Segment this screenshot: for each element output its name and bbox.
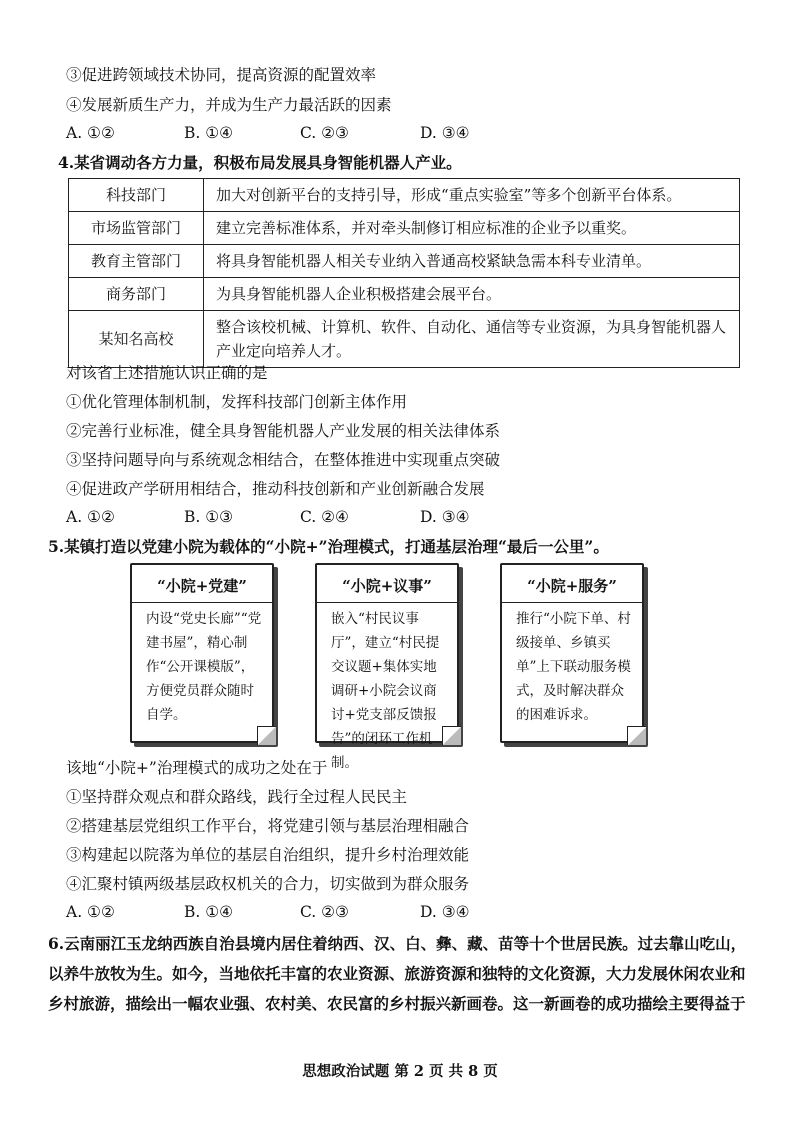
q5-option-3: ③构建起以院落为单位的基层自治组织，提升乡村治理效能 [66, 846, 470, 864]
q3-option-3: ③促进跨领域技术协同，提高资源的配置效率 [66, 66, 377, 84]
q5-question: 该地“小院+”治理模式的成功之处在于 [66, 759, 328, 777]
table-measure: 为具身智能机器人企业积极搭建会展平台。 [204, 278, 740, 311]
card-body: 内设“党史长廊”“党建书屋”，精心制作“公开课模版”，方便党员群众随时自学。 [146, 611, 262, 723]
table-dept: 市场监管部门 [69, 212, 204, 245]
q4-option-1: ①优化管理体制机制，发挥科技部门创新主体作用 [66, 393, 408, 411]
table-row [69, 278, 740, 311]
q3-option-4: ④发展新质生产力，并成为生产力最活跃的因素 [66, 96, 392, 114]
q5-choice-d[interactable]: D. ③④ [420, 903, 470, 921]
q4-choice-b[interactable]: B. ①③ [184, 508, 234, 526]
table-dept: 教育主管部门 [69, 245, 204, 278]
q3-choice-a[interactable]: A. ①② [66, 124, 115, 142]
q4-option-3: ③坚持问题导向与系统观念相结合，在整体推进中实现重点突破 [66, 451, 501, 469]
table-dept: 商务部门 [69, 278, 204, 311]
page-curl-icon [442, 726, 461, 745]
card-title: “小院+党建” [157, 577, 247, 595]
q4-option-4: ④促进政产学研用相结合，推动科技创新和产业创新融合发展 [66, 480, 485, 498]
card-service [500, 563, 644, 743]
table-measure: 加大对创新平台的支持引导，形成“重点实验室”等多个创新平台体系。 [204, 179, 740, 212]
table-dept: 科技部门 [69, 179, 204, 212]
card-title: “小院+服务” [527, 577, 617, 595]
q4-option-2: ②完善行业标准，健全具身智能机器人产业发展的相关法律体系 [66, 422, 501, 440]
table-row [69, 311, 740, 368]
table-measure: 整合该校机械、计算机、软件、自动化、通信等专业资源，为具身智能机器人产业定向培养人才。 [204, 311, 740, 368]
card-deliberation [315, 563, 459, 771]
q5-choice-a[interactable]: A. ①② [66, 903, 115, 921]
q5-option-4: ④汇聚村镇两级基层政权机关的合力，切实做到为群众服务 [66, 875, 470, 893]
page-curl-icon [257, 726, 276, 745]
q5-stem: 5.某镇打造以党建小院为载体的“小院+”治理模式，打通基层治理“最后一公里”。 [48, 537, 609, 556]
card-title: “小院+议事” [342, 577, 432, 595]
q4-question: 对该省上述措施认识正确的是 [66, 364, 268, 382]
q3-choice-c[interactable]: C. ②③ [300, 124, 349, 142]
page-curl-icon [627, 726, 646, 745]
q5-option-2: ②搭建基层党组织工作平台，将党建引领与基层治理相融合 [66, 817, 470, 835]
table-measure: 将具身智能机器人相关专业纳入普通高校紧缺急需本科专业清单。 [204, 245, 740, 278]
q3-choice-d[interactable]: D. ③④ [420, 124, 470, 142]
card-body: 嵌入“村民议事厅”，建立“村民提交议题+集体实地调研+小院会议商讨+党支部反馈报告”的闭环工作机制。 [331, 611, 440, 771]
q5-choice-b[interactable]: B. ①④ [184, 903, 234, 921]
q3-choice-b[interactable]: B. ①④ [184, 124, 234, 142]
q4-choice-a[interactable]: A. ①② [66, 508, 115, 526]
q4-stem: 4.某省调动各方力量，积极布局发展具身智能机器人产业。 [58, 153, 462, 172]
page-footer: 思想政治试题 第 2 页 共 8 页 [302, 1063, 498, 1080]
card-party-building [130, 563, 274, 743]
q4-measures-table [68, 178, 740, 368]
table-row [69, 212, 740, 245]
card-body: 推行“小院下单、村级接单、乡镇买单”上下联动服务模式，及时解决群众的困难诉求。 [516, 611, 631, 723]
q6-stem: 6.云南丽江玉龙纳西族自治县境内居住着纳西、汉、白、彝、藏、苗等十个世居民族。过去靠山吃山，以养牛放牧为生。如今，当地依托丰富的农业资源、旅游资源和独特的文化资源，大力发展休闲农业和乡村旅游，描绘出一幅农业强、农村美、农民富的乡村振兴新画卷。这一新画卷的成功描绘主要得益于 [48, 934, 747, 1013]
table-row [69, 179, 740, 212]
table-dept: 某知名高校 [69, 311, 204, 368]
q4-choice-d[interactable]: D. ③④ [420, 508, 470, 526]
q5-choice-c[interactable]: C. ②③ [300, 903, 349, 921]
q4-choice-c[interactable]: C. ②④ [300, 508, 349, 526]
table-measure: 建立完善标准体系，并对牵头制修订相应标准的企业予以重奖。 [204, 212, 740, 245]
q5-option-1: ①坚持群众观点和群众路线，践行全过程人民民主 [66, 788, 408, 806]
table-row [69, 245, 740, 278]
